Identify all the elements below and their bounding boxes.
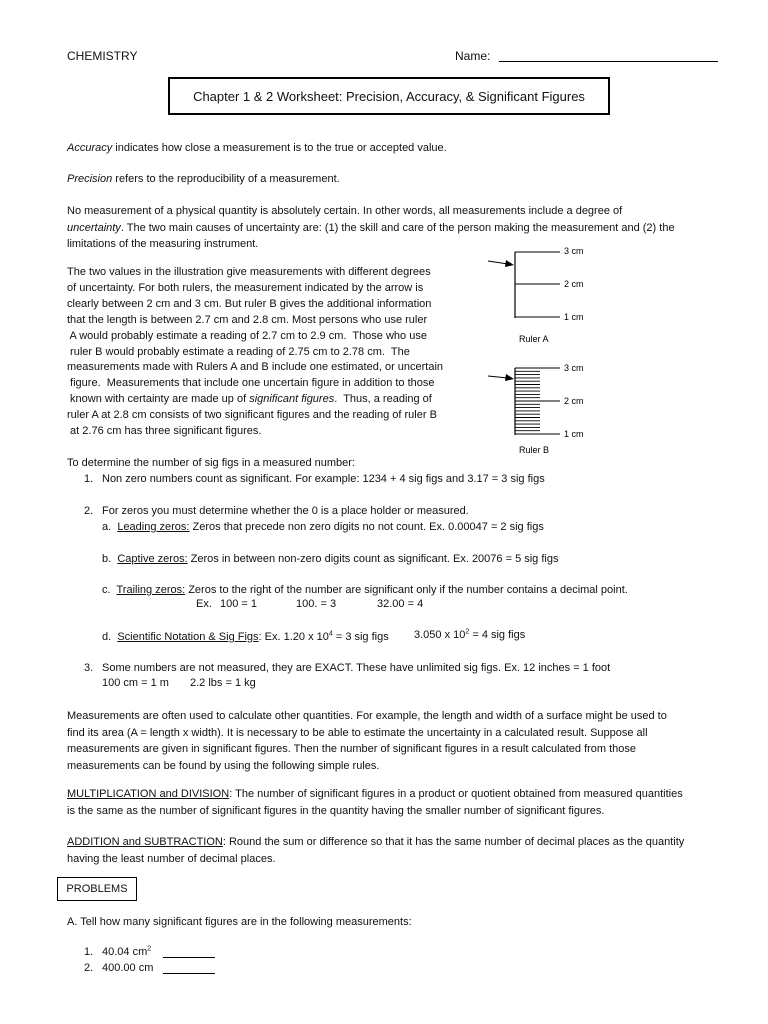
rule-number: 1. <box>84 473 94 485</box>
rule-2c <box>102 582 628 599</box>
ruler-b-tick-1: 1 cm <box>564 429 584 439</box>
sub-letter: b. <box>102 553 112 565</box>
name-blank[interactable] <box>499 61 718 62</box>
rule-2 <box>84 503 469 520</box>
trailing-example-3: 32.00 = 4 <box>377 598 424 610</box>
exponent: 2 <box>465 628 470 636</box>
uncertainty-paragraph <box>67 203 727 253</box>
problem-item <box>84 945 152 958</box>
multiplication-rule <box>67 786 727 819</box>
name-label: Name: <box>455 49 491 63</box>
multiplication-term: MULTIPLICATION and DIVISION <box>67 788 230 800</box>
illustration-line: clearly between 2 cm and 3 cm. But ruler B gives the additional information <box>67 297 432 310</box>
problem-value-text: 40.04 cm <box>102 946 148 958</box>
multiplication-text: : The number of significant figures in a product or quotient obtained from measured quantities <box>229 788 683 800</box>
problems-heading <box>57 877 137 901</box>
ruler-a-tick-3: 3 cm <box>564 246 584 256</box>
illustration-line: ruler A at 2.8 cm consists of two significant figures and the reading of ruler B <box>67 409 437 422</box>
addition-term: ADDITION and SUBTRACTION <box>67 836 223 848</box>
rules-intro: To determine the number of sig figs in a measured number: <box>67 457 355 469</box>
sub-letter: a. <box>102 521 112 533</box>
arrow-b-icon <box>505 374 514 381</box>
uncertainty-text: . The two main causes of uncertainty are: (1) the skill and care of the person making the measurement and (2) the <box>120 221 675 234</box>
calculation-line: Measurements are often used to calculate other quantities. For example, the length and width of a surface might be used to <box>67 710 667 722</box>
uncertainty-line: limitations of the measuring instrument. <box>67 238 259 250</box>
answer-blank-1[interactable] <box>163 957 215 958</box>
problem-item <box>84 962 154 974</box>
illustration-line: The two values in the illustration give measurements with different degrees <box>67 266 431 278</box>
ruler-a <box>488 246 584 344</box>
rule-3 <box>84 660 611 677</box>
ruler-b-label: Ruler B <box>519 445 550 455</box>
rule-text: For zeros you must determine whether the 0 is a place holder or measured. <box>102 505 469 517</box>
problem-value <box>102 946 151 958</box>
multiplication-line: is the same as the number of significant figures in the quantity having the smaller number of significant figures. <box>67 804 605 817</box>
rule-number: 3. <box>84 662 94 674</box>
leading-zeros-term: Leading zeros: <box>117 521 190 533</box>
answer-blank-2[interactable] <box>163 973 215 974</box>
calculation-paragraph <box>67 708 727 774</box>
ruler-b-tick-2: 2 cm <box>564 396 584 406</box>
trailing-example-label: Ex. <box>196 598 212 610</box>
problem-value: 400.00 cm <box>102 962 154 974</box>
significant-figures-term: significant figures <box>249 393 335 406</box>
subject-heading: CHEMISTRY <box>67 49 138 63</box>
problems-a-intro: A. Tell how many significant figures are in the following measurements: <box>67 916 412 928</box>
rule-text: Some numbers are not measured, they are EXACT. These have unlimited sig figs. Ex. 12 inches = 1 foot <box>102 662 611 674</box>
rule-2d <box>102 629 389 646</box>
rule-text: 3.050 x 10 <box>414 629 466 641</box>
scientific-notation-term: Scientific Notation & Sig Figs <box>117 631 259 643</box>
rule-text: Non zero numbers count as significant. For example: 1234 + 4 sig figs and 3.17 = 3 sig figs <box>102 473 545 485</box>
sub-letter: c. <box>102 584 111 596</box>
illustration-text: . Thus, a reading of <box>334 393 432 406</box>
exponent: 4 <box>328 630 333 638</box>
accuracy-term: Accuracy <box>67 142 113 154</box>
illustration-line: A would probably estimate a reading of 2.7 cm to 2.9 cm. Those who use <box>67 329 427 342</box>
calculation-line: find its area (A = length x width). It is necessary to be able to estimate the uncertainty in a calculated result. Suppose all <box>67 726 648 739</box>
trailing-zeros-term: Trailing zeros: <box>116 584 186 596</box>
problem-number: 2. <box>84 962 94 974</box>
rule-2b <box>102 551 558 568</box>
uncertainty-line <box>67 220 727 237</box>
rule-text: = 4 sig figs <box>469 629 526 641</box>
multiplication-line <box>67 786 727 803</box>
rule-text: Zeros to the right of the number are significant only if the number contains a decimal point. <box>185 584 628 596</box>
ruler-b <box>488 363 584 455</box>
rule-text: = 3 sig figs <box>332 631 389 643</box>
rule-text: : Ex. 1.20 x 10 <box>258 631 329 643</box>
rule-1 <box>84 471 545 488</box>
illustration-line: that the length is between 2.7 cm and 2.8 cm. Most persons who use ruler <box>67 313 428 326</box>
exact-example-2: 2.2 lbs = 1 kg <box>190 677 256 689</box>
illustration-paragraph <box>67 265 477 440</box>
illustration-line <box>67 392 477 408</box>
calculation-line: measurements can be found by using the following simple rules. <box>67 759 380 772</box>
scientific-example-2 <box>414 629 525 641</box>
sub-letter: d. <box>102 631 112 643</box>
addition-text: : Round the sum or difference so that it has the same number of decimal places as the quantity <box>222 836 685 848</box>
problem-number: 1. <box>84 946 94 958</box>
worksheet-title <box>168 77 610 115</box>
calculation-line: measurements are given in significant figures. Then the number of significant figures in a result calculated from those <box>67 743 637 755</box>
uncertainty-line: No measurement of a physical quantity is absolutely certain. In other words, all measurements include a degree of <box>67 205 623 217</box>
precision-term: Precision <box>67 173 113 185</box>
ruler-a-tick-1: 1 cm <box>564 312 584 322</box>
addition-line: having the least number of decimal places. <box>67 852 276 865</box>
ruler-a-label: Ruler A <box>519 334 549 344</box>
addition-rule <box>67 834 727 867</box>
rule-text: Zeros in between non-zero digits count as significant. Ex. 20076 = 5 sig figs <box>187 553 559 565</box>
trailing-example-1: 100 = 1 <box>220 598 258 610</box>
precision-definition <box>67 171 340 188</box>
precision-text: refers to the reproducibility of a measurement. <box>112 173 340 185</box>
illustration-line: measurements made with Rulers A and B include one estimated, or uncertain <box>67 361 444 374</box>
rule-2a <box>102 519 544 536</box>
illustration-line: ruler B would probably estimate a reading of 2.75 cm to 2.78 cm. The <box>67 345 410 358</box>
exponent: 2 <box>147 945 152 953</box>
illustration-line: figure. Measurements that include one uncertain figure in addition to those <box>67 377 435 390</box>
worksheet-title-text: Chapter 1 & 2 Worksheet: Precision, Accuracy, & Significant Figures <box>193 88 585 104</box>
trailing-example-2: 100. = 3 <box>296 598 337 610</box>
uncertainty-term: uncertainty <box>67 221 121 234</box>
arrow-a-icon <box>505 260 514 267</box>
problems-heading-text: PROBLEMS <box>66 883 128 895</box>
illustration-line: of uncertainty. For both rulers, the measurement indicated by the arrow is <box>67 281 424 294</box>
addition-line <box>67 834 727 851</box>
accuracy-definition <box>67 140 447 157</box>
ruler-a-tick-2: 2 cm <box>564 279 584 289</box>
accuracy-text: indicates how close a measurement is to the true or accepted value. <box>112 142 447 154</box>
rule-text: Zeros that precede non zero digits no not count. Ex. 0.00047 = 2 sig figs <box>189 521 544 533</box>
ruler-illustration <box>480 240 620 460</box>
captive-zeros-term: Captive zeros: <box>117 553 188 565</box>
ruler-b-tick-3: 3 cm <box>564 363 584 373</box>
rule-number: 2. <box>84 505 94 517</box>
exact-example-1: 100 cm = 1 m <box>102 677 169 689</box>
illustration-line: at 2.76 cm has three significant figures. <box>67 425 262 438</box>
illustration-text: known with certainty are made up of <box>67 393 250 406</box>
